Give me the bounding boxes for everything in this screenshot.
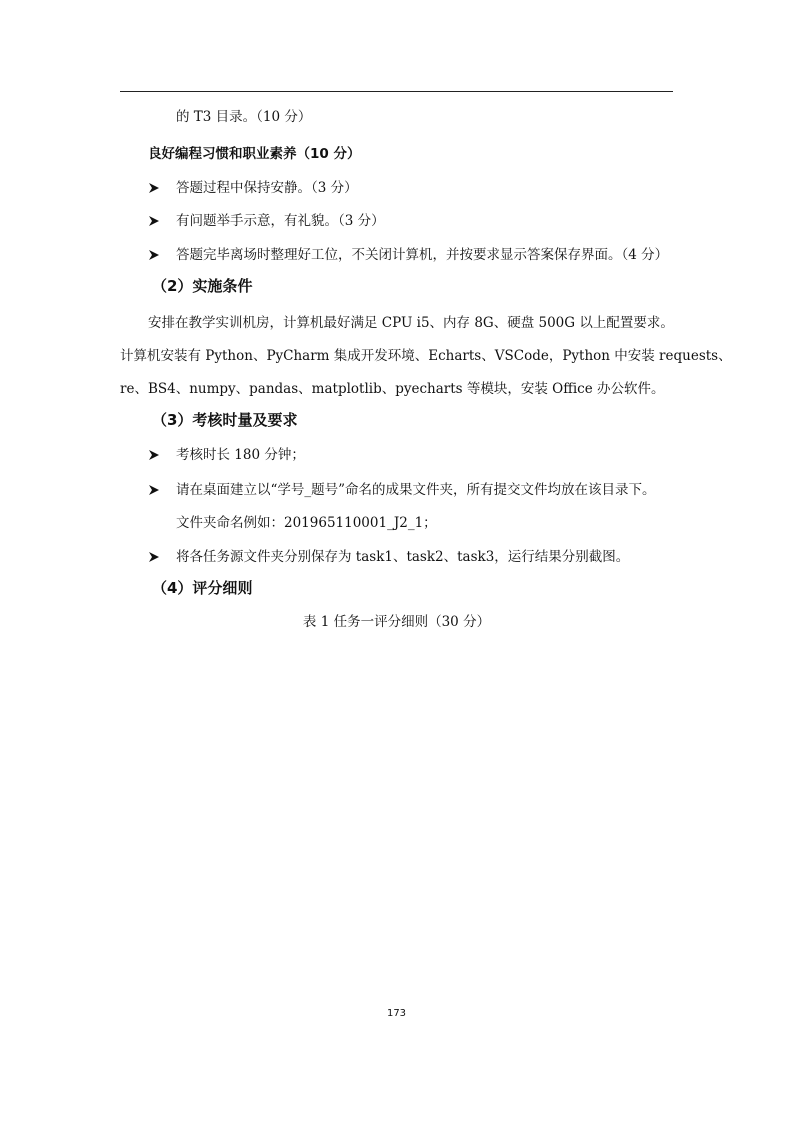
habits-title: 良好编程习惯和职业素养（10 分） bbox=[148, 146, 361, 162]
requirements-item-text: 考核时长 180 分钟； bbox=[176, 447, 305, 463]
requirements-item bbox=[148, 548, 629, 566]
arrow-bullet-icon bbox=[148, 449, 176, 461]
habits-item-text: 答题完毕离场时整理好工位，不关闭计算机，并按要求显示答案保存界面。（4 分） bbox=[176, 247, 669, 263]
arrow-bullet-icon bbox=[148, 551, 176, 563]
table-caption: 表 1 任务一评分细则（30 分） bbox=[302, 614, 491, 630]
folder-naming-example: 文件夹命名例如：201965110001_J2_1； bbox=[176, 515, 437, 531]
requirements-heading: （3）考核时量及要求 bbox=[152, 411, 298, 429]
habits-item bbox=[148, 179, 358, 197]
arrow-bullet-icon bbox=[148, 484, 176, 496]
requirements-item-text: 将各任务源文件夹分别保存为 task1、task2、task3，运行结果分别截图。 bbox=[176, 549, 630, 565]
conditions-line: 计算机安装有 Python、PyCharm 集成开发环境、Echarts、VSCode，Python 中安装 requests、 bbox=[120, 348, 732, 364]
habits-item bbox=[148, 246, 668, 264]
habits-item bbox=[148, 212, 385, 230]
requirements-item bbox=[148, 481, 656, 499]
header-rule bbox=[120, 91, 673, 92]
scoring-heading: （4）评分细则 bbox=[152, 579, 253, 597]
arrow-bullet-icon bbox=[148, 182, 176, 194]
conditions-heading: （2）实施条件 bbox=[152, 277, 253, 295]
conditions-line: re、BS4、numpy、pandas、matplotlib、pyecharts 等模块，安装 Office 办公软件。 bbox=[120, 381, 665, 397]
arrow-bullet-icon bbox=[148, 215, 176, 227]
requirements-item-text: 请在桌面建立以“学号_题号”命名的成果文件夹，所有提交文件均放在该目录下。 bbox=[176, 482, 656, 498]
habits-item-text: 有问题举手示意，有礼貌。（3 分） bbox=[176, 213, 385, 229]
requirements-item bbox=[148, 446, 305, 464]
arrow-bullet-icon bbox=[148, 249, 176, 261]
page-number: 173 bbox=[386, 1008, 407, 1019]
conditions-line: 安排在教学实训机房，计算机最好满足 CPU i5、内存 8G、硬盘 500G 以上配置要求。 bbox=[148, 315, 674, 331]
continuation-text: 的 T3 目录。（10 分） bbox=[176, 109, 312, 125]
habits-item-text: 答题过程中保持安静。（3 分） bbox=[176, 180, 358, 196]
